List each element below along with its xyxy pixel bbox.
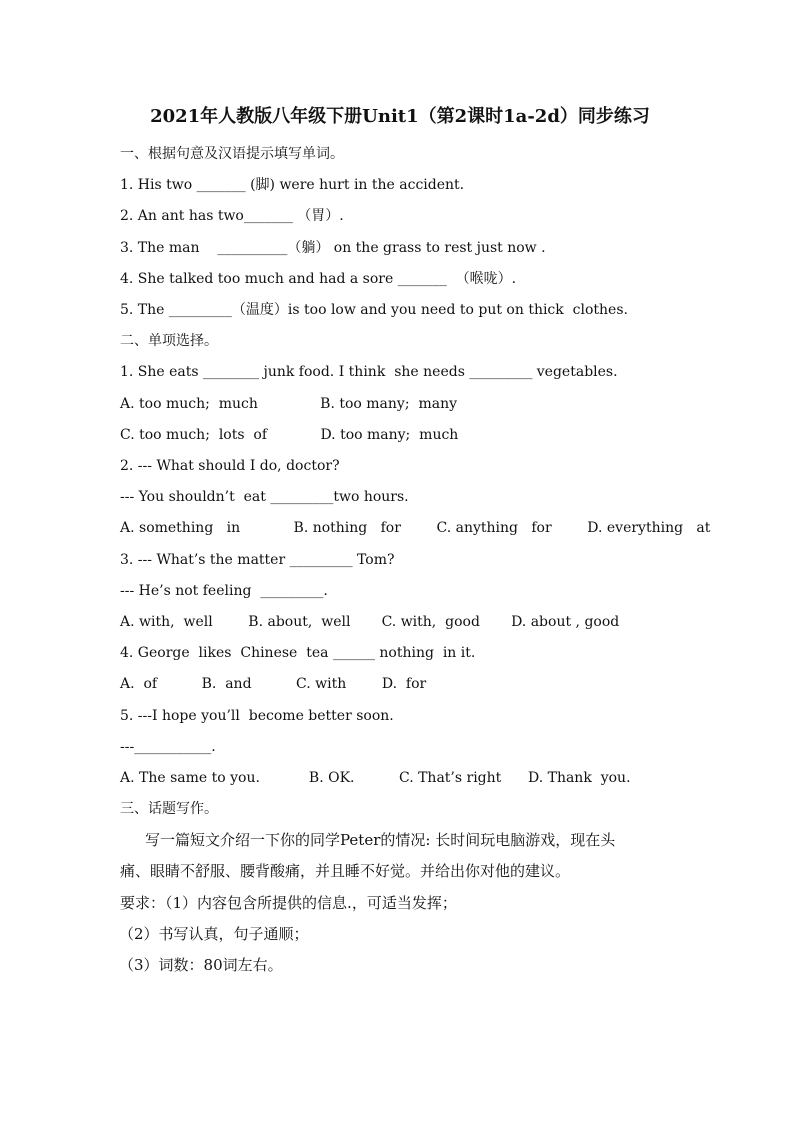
section-heading-fill-in: 一、根据句意及汉语提示填写单词。	[120, 146, 344, 162]
writing-prompt-line-2: 痛、眼睛不舒服、腰背酸痛，并且睡不好觉。并给出你对他的建议。	[120, 862, 571, 880]
fill-in-item-5: 5. The _________（温度）is too low and you need to put on thick clothes.	[120, 302, 628, 318]
section-heading-multiple-choice: 二、单项选择。	[120, 333, 218, 349]
mc-question-3-options: A. with, well B. about, well C. with, good D. about , good	[120, 614, 620, 630]
writing-requirement-2: （2）书写认真，句子通顺；	[119, 925, 309, 943]
mc-question-4-options: A. of B. and C. with D. for	[120, 676, 427, 692]
mc-question-1-options-ab: A. too much; much B. too many; many	[120, 396, 457, 412]
mc-question-5-response: ---___________.	[120, 739, 216, 755]
mc-question-2-options: A. something in B. nothing for C. anything for D. everything at	[120, 520, 711, 536]
mc-question-5-options: A. The same to you. B. OK. C. That’s right D. Thank you.	[120, 770, 631, 786]
fill-in-item-1: 1. His two _______ (脚) were hurt in the accident.	[120, 177, 465, 193]
mc-question-1-options-cd: C. too much; lots of D. too many; much	[120, 427, 459, 443]
fill-in-item-4: 4. She talked too much and had a sore _______ （喉咙）.	[120, 271, 517, 287]
mc-question-2-response: --- You shouldn’t eat _________two hours.	[120, 489, 409, 505]
mc-question-1: 1. She eats ________ junk food. I think she needs _________ vegetables.	[120, 364, 618, 380]
writing-requirement-3: （3）词数：80词左右。	[119, 956, 283, 974]
mc-question-3: 3. --- What’s the matter _________ Tom?	[120, 552, 395, 568]
fill-in-item-3: 3. The man __________（躺） on the grass to rest just now .	[120, 240, 546, 256]
fill-in-item-2: 2. An ant has two_______ （胃）.	[120, 208, 344, 224]
mc-question-2: 2. --- What should I do, doctor?	[120, 458, 340, 474]
mc-question-5: 5. ---I hope you’ll become better soon.	[120, 708, 394, 724]
writing-prompt-line-1: 写一篇短文介绍一下你的同学Peter的情况: 长时间玩电脑游戏，现在头	[145, 831, 616, 849]
writing-requirement-1: 要求：（1）内容包含所提供的信息.，可适当发挥；	[120, 894, 457, 912]
page-title: 2021年人教版八年级下册Unit1（第2课时1a-2d）同步练习	[150, 106, 650, 127]
mc-question-4: 4. George likes Chinese tea ______ nothing in it.	[120, 645, 476, 661]
section-heading-writing: 三、话题写作。	[120, 801, 218, 817]
mc-question-3-response: --- He’s not feeling _________.	[120, 583, 328, 599]
